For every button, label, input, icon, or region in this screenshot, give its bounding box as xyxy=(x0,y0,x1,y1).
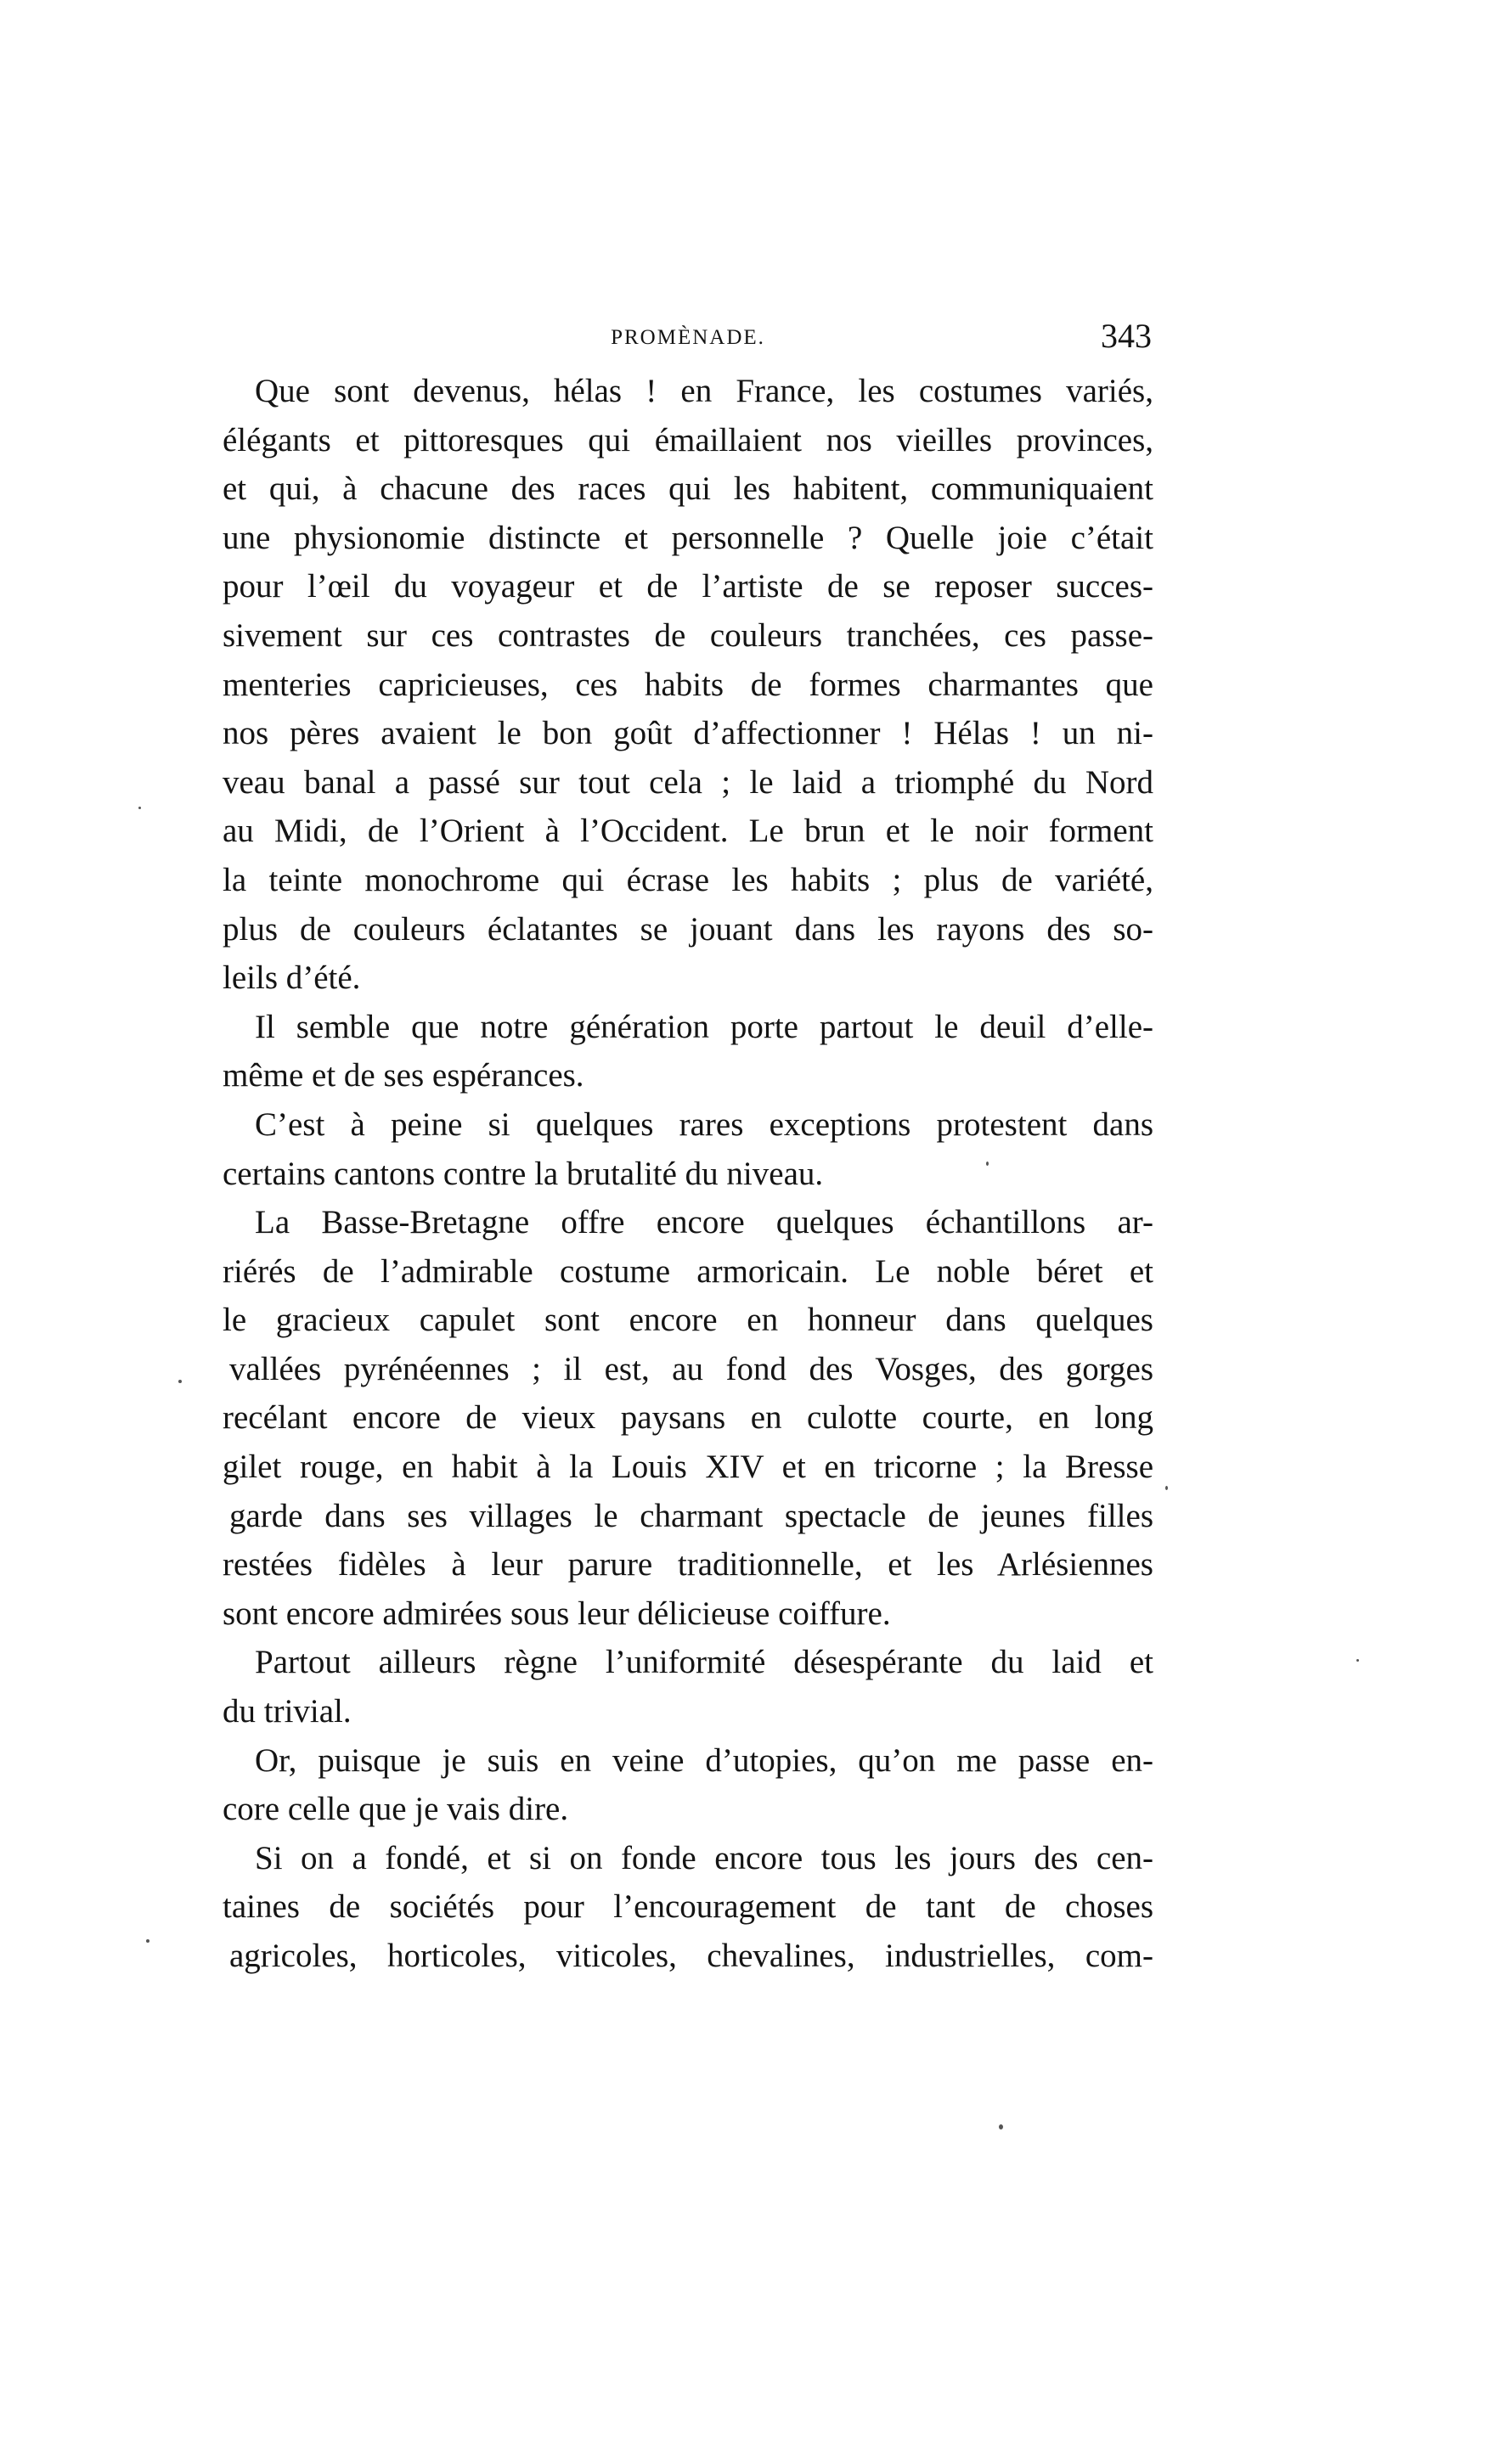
scan-speck xyxy=(999,2124,1003,2129)
text-line: Or, puisque je suis en veine d’utopies, qu’on me passe en- xyxy=(255,1741,1153,1779)
text-line: recélant encore de vieux paysans en culotte courte, en long xyxy=(223,1399,1153,1437)
text-line: la teinte monochrome qui écrase les habits ; plus de variété, xyxy=(223,861,1153,898)
text-line: même et de ses espérances. xyxy=(223,1057,584,1094)
text-line: agricoles, horticoles, viticoles, chevalines, industrielles, com- xyxy=(229,1938,1153,1974)
running-head xyxy=(223,316,1153,358)
text-line: riérés de l’admirable costume armoricain. Le noble béret et xyxy=(223,1252,1153,1290)
text-line: sont encore admirées sous leur délicieuse coiffure. xyxy=(223,1595,891,1632)
text-line: Partout ailleurs règne l’uniformité désespérante du laid et xyxy=(255,1644,1153,1681)
text-line: C’est à peine si quelques rares exceptions protestent dans xyxy=(255,1105,1153,1143)
scan-speck xyxy=(178,1380,182,1383)
text-line: La Basse-Bretagne offre encore quelques échantillons ar- xyxy=(255,1204,1153,1241)
text-line: plus de couleurs éclatantes se jouant dans les rayons des so- xyxy=(223,910,1153,948)
text-line: restées fidèles à leur parure traditionnelle, et les Arlésiennes xyxy=(223,1546,1153,1584)
text-line: nos pères avaient le bon goût d’affectionner ! Hélas ! un ni- xyxy=(223,715,1153,752)
scan-speck xyxy=(146,1939,149,1943)
text-line: menteries capricieuses, ces habits de formes charmantes que xyxy=(223,666,1153,703)
text-line: et qui, à chacune des races qui les habitent, communiquaient xyxy=(223,470,1153,508)
text-line: Que sont devenus, hélas ! en France, les costumes variés, xyxy=(255,373,1153,409)
text-line: Si on a fondé, et si on fonde encore tous les jours des cen- xyxy=(255,1839,1153,1876)
text-line: une physionomie distincte et personnelle ? Quelle joie c’était xyxy=(223,519,1153,556)
scan-speck xyxy=(986,1162,989,1166)
scan-speck xyxy=(1356,1659,1359,1662)
running-head-title: PROMÈNADE. xyxy=(611,326,765,349)
text-line: au Midi, de l’Orient à l’Occident. Le brun et le noir forment xyxy=(223,813,1153,850)
text-line: pour l’œil du voyageur et de l’artiste de se reposer succes- xyxy=(223,568,1153,605)
text-line: core celle que je vais dire. xyxy=(223,1791,569,1828)
text-line: certains cantons contre la brutalité du niveau. xyxy=(223,1155,824,1192)
text-line: garde dans ses villages le charmant spectacle de jeunes filles xyxy=(229,1497,1153,1534)
text-line: Il semble que notre génération porte partout le deuil d’elle- xyxy=(255,1008,1153,1045)
text-line: taines de sociétés pour l’encouragement de tant de choses xyxy=(223,1888,1153,1926)
text-line: sivement sur ces contrastes de couleurs tranchées, ces passe- xyxy=(223,616,1153,654)
text-line: le gracieux capulet sont encore en honneur dans quelques xyxy=(223,1302,1153,1339)
text-line: élégants et pittoresques qui émaillaient nos vieilles provinces, xyxy=(223,421,1153,458)
text-line: veau banal a passé sur tout cela ; le laid a triomphé du Nord xyxy=(223,763,1153,801)
scan-speck xyxy=(138,807,141,809)
page-number: 343 xyxy=(1101,317,1152,355)
text-line: gilet rouge, en habit à la Louis XIV et en tricorne ; la Bresse xyxy=(223,1449,1153,1486)
text-line: du trivial. xyxy=(223,1693,352,1730)
text-line: leils d’été. xyxy=(223,959,361,997)
body-text xyxy=(223,367,1153,1981)
text-line: vallées pyrénéennes ; il est, au fond des Vosges, des gorges xyxy=(229,1350,1153,1387)
scan-speck xyxy=(1165,1486,1168,1490)
